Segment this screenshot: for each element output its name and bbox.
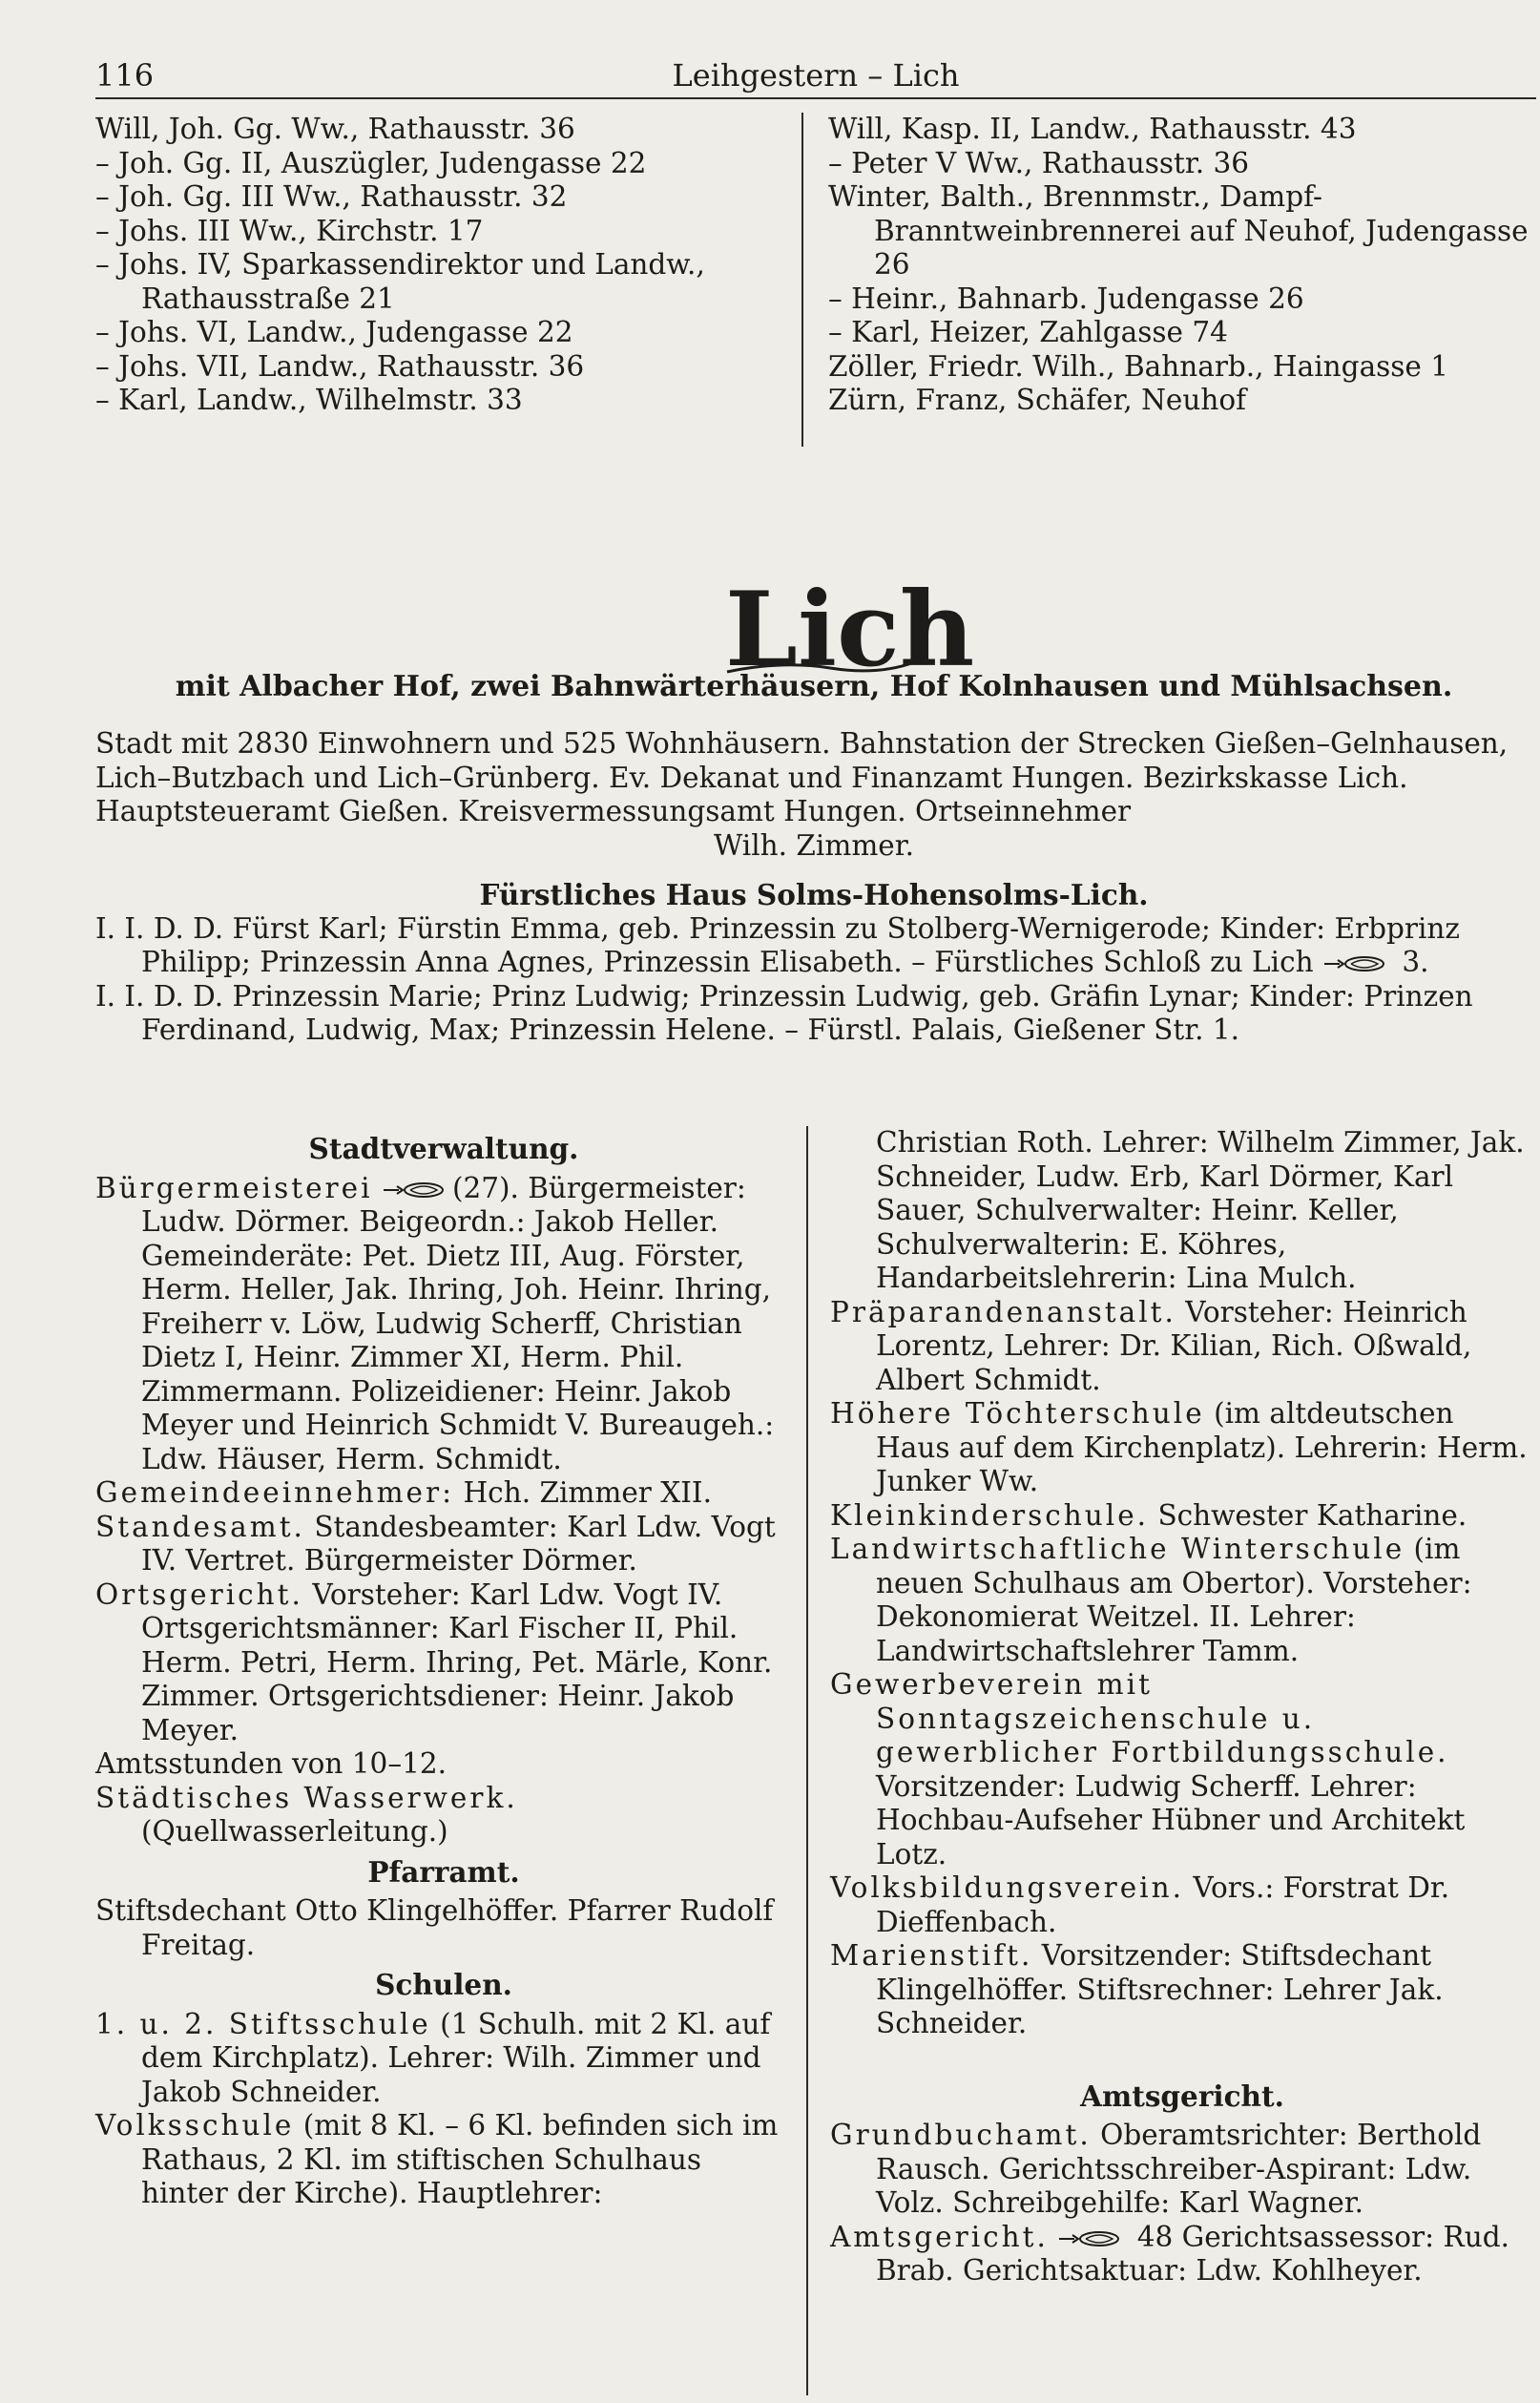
- top-right-column: [828, 113, 1532, 418]
- telephone-icon: [382, 1181, 452, 1200]
- volksschule-entry: [95, 2109, 792, 2211]
- list-item: – Joh. Gg. II, Auszügler, Judengasse 22: [95, 146, 647, 179]
- list-item: Will, Kasp. II, Landw., Rathausstr. 43: [828, 113, 1357, 145]
- entry-label: Bürgermeisterei: [95, 1171, 373, 1204]
- entry-text: (1 Schulh. mit 2 Kl. auf dem Kirchplatz). Lehrer: Wilh. Zimmer und Jakob Schneider.: [141, 2007, 771, 2108]
- list-item: – Johs. VII, Landw., Rathausstr. 36: [95, 349, 585, 383]
- list-item: – Karl, Landw., Wilhelmstr. 33: [95, 384, 523, 416]
- entry-label: Präparandenanstalt.: [830, 1295, 1176, 1328]
- top-left-column: [95, 113, 782, 418]
- pfarramt-heading: Pfarramt.: [367, 1854, 520, 1889]
- entry-label: 1. u. 2. Stiftsschule: [95, 2007, 431, 2040]
- telephone-icon: [1322, 954, 1393, 973]
- page-number: 116: [95, 57, 155, 94]
- intro-text: Stadt mit 2830 Einwohnern und 525 Wohnhäusern. Bahnstation der Strecken Gießen–Gelnhausen, Lich–Butzbach und Lich–Grünberg. Ev. Dekanat und Finanzamt Hungen. Bezirkskasse Lich. Hauptsteueramt Gießen. Kreisvermessungsamt Hungen. Ortseinnehmer: [95, 727, 1509, 827]
- gemeindeeinnehmer-entry: [95, 1476, 792, 1511]
- entry-label: Volksschule: [95, 2109, 295, 2142]
- list-item: Zürn, Franz, Schäfer, Neuhof: [828, 384, 1247, 416]
- list-item: Will, Joh. Gg. Ww., Rathausstr. 36: [95, 113, 575, 145]
- entry-text: Vors.: Forstrat Dr. Dieffenbach.: [876, 1871, 1450, 1938]
- standesamt-entry: [95, 1511, 792, 1578]
- list-item: – Karl, Heizer, Zahlgasse 74: [828, 316, 1228, 348]
- toechterschule-entry: [830, 1397, 1534, 1499]
- entry-label: Amtsgericht.: [830, 2220, 1049, 2253]
- house-heading: Fürstliches Haus Solms-Hohensolms-Lich.: [479, 878, 1149, 911]
- stadt-heading: Stadtverwaltung.: [308, 1132, 579, 1165]
- entry-label: Ortsgericht.: [95, 1578, 303, 1611]
- ortsgericht-entry: [95, 1578, 792, 1748]
- list-item: – Peter V Ww., Rathausstr. 36: [828, 146, 1249, 179]
- list-item: Winter, Balth., Brennmstr., Dampf-Branntweinbrennerei auf Neuhof, Judengasse 26: [828, 180, 1529, 281]
- grundbuchamt-entry: [830, 2119, 1534, 2221]
- kleinkinderschule-entry: [830, 1499, 1534, 1534]
- schulen-heading: Schulen.: [375, 1968, 512, 2001]
- entry-text: Vorsteher: Karl Ldw. Vogt IV. Ortsgerichtsmänner: Karl Fischer II, Phil. Herm. Petri, Herm. Ihring, Pet. Märle, Konr. Zimmer. Ortsgerichtsdiener: Heinr. Jakob Meyer.: [141, 1578, 773, 1746]
- entry-text: (27). Bürgermeister: Ludw. Dörmer. Beigeordn.: Jakob Heller. Gemeinderäte: Pet. Dietz III, Aug. Förster, Herm. Heller, Jak. Ihring, Joh. Heinr. Ihring, Freiherr v. Löw, Ludwig Scherff, Christian Dietz I, Heinr. Zimmer XI, Herm. Phil. Zimmermann. Polizeidiener: Heinr. Jakob Meyer und Heinrich Schmidt V. Bureaugeh.: Ldw. Häuser, Herm. Schmidt.: [141, 1171, 775, 1475]
- place-subtitle: mit Albacher Hof, zwei Bahnwärterhäusern, Hof Kolnhausen und Mühlsachsen.: [175, 670, 1453, 703]
- volksschule-continued: Christian Roth. Lehrer: Wilhelm Zimmer, Jak. Schneider, Ludw. Erb, Karl Dörmer, Karl Sauer, Schulverwalter: Heinr. Keller, Schulverwalterin: E. Köhres, Handarbeitslehrerin: Lina Mulch.: [876, 1126, 1525, 1294]
- entry-text: Gerichtsassessor: Rud. Brab. Gerichtsaktuar: Ldw. Kohlheyer.: [876, 2220, 1509, 2287]
- entry-text: (im altdeutschen Haus auf dem Kirchenplatz). Lehrerin: Herm. Junker Ww.: [876, 1397, 1528, 1497]
- marienstift-entry: [830, 1939, 1534, 2041]
- entry-label: Landwirtschaftliche Winterschule: [830, 1533, 1405, 1565]
- house-entry-text: I. I. D. D. Fürst Karl; Fürstin Emma, geb. Prinzessin zu Stolberg-Wernigerode; Kinder: Erbprinz Philipp; Prinzessin Anna Agnes, Prinzessin Elisabeth. – Fürstliches Schloß zu Lich: [95, 911, 1460, 978]
- entry-label: Gemeindeeinnehmer:: [95, 1476, 455, 1509]
- entry-label: Kleinkinderschule.: [830, 1498, 1150, 1532]
- entry-text: (mit 8 Kl. – 6 Kl. befinden sich im Rathaus, 2 Kl. im stiftischen Schulhaus hinter der Kirche). Hauptlehrer:: [141, 2109, 779, 2209]
- list-item: Zöller, Friedr. Wilh., Bahnarb., Haingasse 1: [828, 349, 1449, 383]
- entry-label: Höhere Töchterschule: [830, 1397, 1205, 1430]
- column-divider: [801, 113, 803, 447]
- page-header: [95, 50, 1536, 99]
- praeparandenanstalt-entry: [830, 1296, 1534, 1398]
- entry-text: Vorsitzender: Stiftsdechant Klingelhöffer. Stiftsrechner: Lehrer Jak. Schneider.: [876, 1939, 1444, 2039]
- entry-label: Städtisches Wasserwerk.: [95, 1781, 518, 1814]
- list-item: – Johs. IV, Sparkassendirektor und Landw., Rathausstraße 21: [95, 248, 705, 315]
- list-item: – Joh. Gg. III Ww., Rathausstr. 32: [95, 180, 568, 213]
- place-intro: [95, 727, 1532, 863]
- running-title: Leihgestern – Lich: [672, 57, 960, 94]
- house-entry: [95, 912, 1532, 980]
- entry-label: Volksbildungsverein.: [830, 1871, 1184, 1904]
- entry-label: Gewerbeverein mit Sonntagszeichenschule u. gewerblicher Fortbildungsschule.: [830, 1668, 1449, 1768]
- entry-text: (im neuen Schulhaus am Obertor). Vorsteher: Dekonomierat Weitzel. II. Lehrer: Landwirtschaftslehrer Tamm.: [876, 1533, 1472, 1667]
- entry-text: Schwester Katharine.: [1157, 1498, 1467, 1532]
- pfarramt-text: Stiftsdechant Otto Klingelhöffer. Pfarrer Rudolf Freitag.: [95, 1894, 774, 1961]
- amtsgericht-entry: [830, 2221, 1534, 2288]
- wasserwerk-entry: [95, 1782, 792, 1849]
- winterschule-entry: [830, 1533, 1534, 1668]
- entry-text: Standesbeamter: Karl Ldw. Vogt IV. Vertret. Bürgermeister Dörmer.: [141, 1510, 776, 1577]
- amtsstunden: Amtsstunden von 10–12.: [95, 1747, 447, 1780]
- intro-end: Wilh. Zimmer.: [713, 828, 914, 862]
- amtsgericht-heading: Amtsgericht.: [1080, 2079, 1284, 2113]
- entry-text: Oberamtsrichter: Berthold Rausch. Gerichtsschreiber-Aspirant: Ldw. Volz. Schreibgehilfe: Karl Wagner.: [876, 2119, 1482, 2219]
- place-title: Lich: [725, 570, 975, 690]
- house-entry: I. I. D. D. Prinzessin Marie; Prinz Ludwig; Prinzessin Ludwig, geb. Gräfin Lynar; Kinder: Prinzen Ferdinand, Ludwig, Max; Prinzessin Helene. – Fürstl. Palais, Gießener Str. 1.: [95, 979, 1473, 1046]
- entry-text: (Quellwasserleitung.): [141, 1815, 448, 1848]
- amtsgericht-phone: 48: [1136, 2220, 1174, 2253]
- volksbildungsverein-entry: [830, 1871, 1534, 1939]
- entry-text: Hch. Zimmer XII.: [463, 1476, 712, 1509]
- stiftsschule-entry: [95, 2008, 792, 2110]
- list-item: – Johs. VI, Landw., Judengasse 22: [95, 316, 573, 348]
- entry-text: Vorsteher: Heinrich Lorentz, Lehrer: Dr. Kilian, Rich. Oßwald, Albert Schmidt.: [876, 1295, 1472, 1396]
- column-divider: [806, 1126, 808, 2395]
- header-rule: [95, 97, 1536, 99]
- entry-label: Marienstift.: [830, 1939, 1033, 1972]
- entry-label: Standesamt.: [95, 1510, 305, 1543]
- left-column: [95, 1126, 792, 2211]
- list-item: – Johs. III Ww., Kirchstr. 17: [95, 214, 484, 247]
- buergermeisterei-entry: [95, 1172, 792, 1477]
- entry-label: Grundbuchamt.: [830, 2119, 1092, 2151]
- right-column: [830, 1126, 1534, 2288]
- house-section: [95, 878, 1532, 1048]
- telephone-icon: [1057, 2229, 1128, 2248]
- entry-text: Vorsitzender: Ludwig Scherff. Lehrer: Hochbau-Aufseher Hübner und Architekt Lotz.: [876, 1769, 1466, 1870]
- house-phone: 3.: [1402, 946, 1429, 978]
- list-item: – Heinr., Bahnarb. Judengasse 26: [828, 282, 1304, 315]
- gewerbeverein-entry: [830, 1668, 1534, 1871]
